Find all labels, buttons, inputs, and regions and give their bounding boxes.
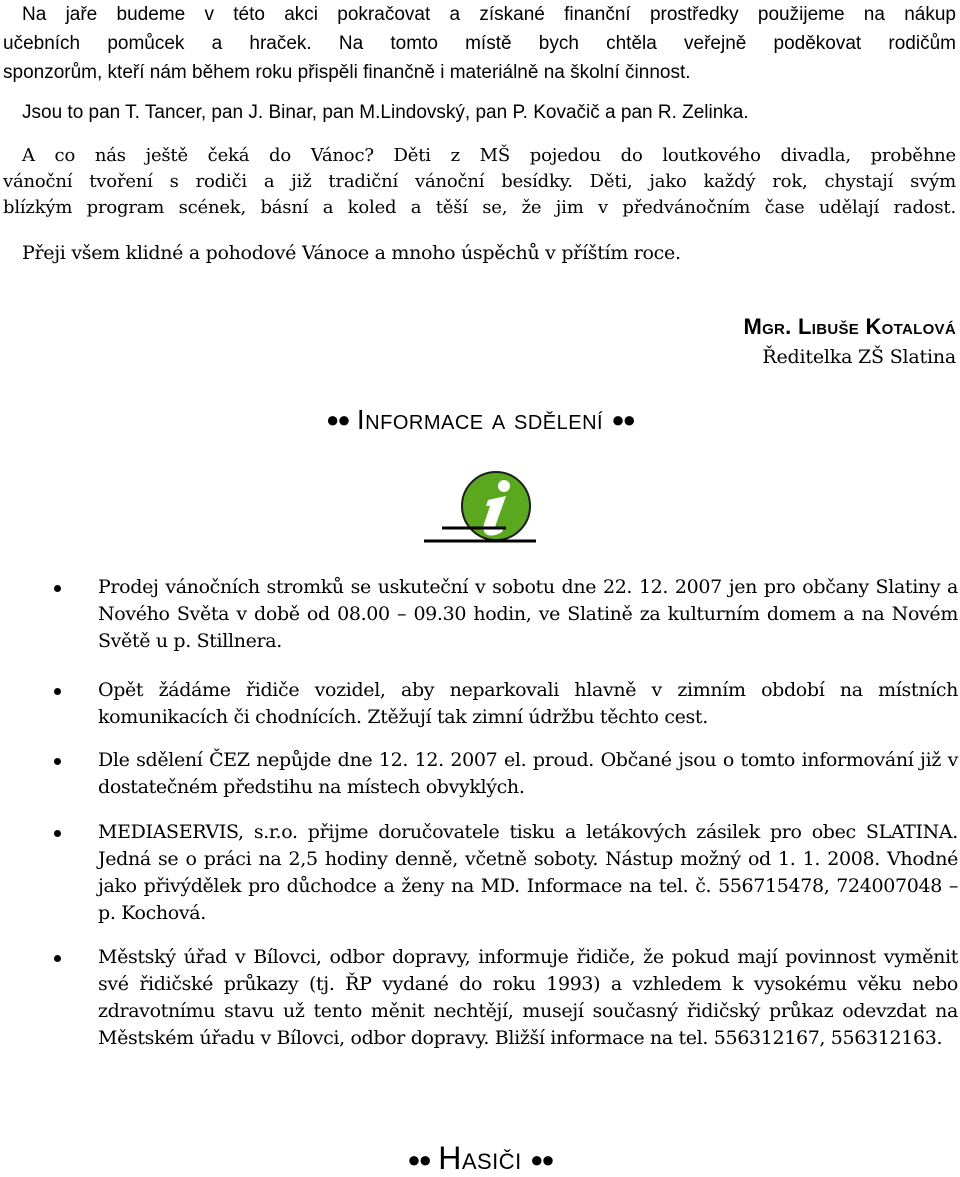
bullet-icon [54,830,61,837]
christmas-line-1: A co nás ještě čeká do Vánoc? Děti z MŠ pojedou do loutkového divadla, proběhne [22,145,956,166]
list-item [0,677,958,731]
list-item [0,944,958,1052]
list-item-text: MEDIASERVIS, s.r.o. přijme doručovatele tisku a letákových zásilek pro obec SLATINA. Jedná se o práci na 2,5 hodiny denně, včetně soboty. Nástup možný od 1. 1. 2008. Vhodné jako přivýdělek pro důchodce a ženy na MD. Informace na tel. č. 556715478, 724007048 – p. Kochová. [98,821,958,924]
list-item-text: Městský úřad v Bílovci, odbor dopravy, informuje řidiče, že pokud mají povinnost vyměnit své řidičské průkazy (tj. ŘP vydané do roku 1993) a vzhledem k vysokému věku nebo zdravotnímu stavu už tento měnit nechtějí, musejí současný řidičský průkaz odevzdat na Městském úřadu v Bílovci, odbor dopravy. Bližší informace na tel. 556312167, 556312163. [98,946,958,1049]
list-item-text: Opět žádáme řidiče vozidel, aby neparkovali hlavně v zimním období na místních komunikacích či chodnících. Ztěžují tak zimní údržbu těchto cest. [98,679,958,728]
list-item [0,574,958,655]
christmas-line-2: vánoční tvoření s rodiči a již tradiční vánoční besídky. Děti, jako každý rok, chystají svým [3,171,956,192]
heading-dots-right: ●● [611,407,634,432]
heading-hasici-title: Hasiči [438,1140,522,1176]
section-heading-info [0,404,960,436]
bullet-icon [54,758,61,765]
bullet-icon [54,585,61,592]
signature-role: Ředitelka ZŠ Slatina [762,346,956,368]
heading-dots-right: ●● [530,1147,553,1172]
info-icon [420,466,540,553]
list-item [0,747,958,801]
heading-dots-left: ●● [407,1147,430,1172]
bullet-icon [54,688,61,695]
intro-line-2: učebních pomůcek a hraček. Na tomto místě bych chtěla veřejně poděkovat rodičům [3,33,956,54]
christmas-line-3: blízkým program scének, básní a koled a těší se, že jim v předvánočním čase udělají radost. [3,197,956,218]
wishes-line: Přeji všem klidné a pohodové Vánoce a mnoho úspěchů v příštím roce. [22,242,681,264]
intro-line-1: Na jaře budeme v této akci pokračovat a získané finanční prostředky použijeme na nákup [22,4,956,25]
heading-info-title: Informace a sdělení [356,404,604,435]
intro-line-3: sponzorům, kteří nám během roku přispěli finančně i materiálně na školní činnost. [3,62,691,83]
list-item-text: Dle sdělení ČEZ nepůjde dne 12. 12. 2007 el. proud. Občané jsou o tomto informování již v dostatečném předstihu na místech obvyklých. [98,749,958,798]
list-item-text: Prodej vánočních stromků se uskuteční v sobotu dne 22. 12. 2007 jen pro občany Slatiny a Nového Světa v době od 08.00 – 09.30 hodin, ve Slatině za kulturním domem a na Novém Světě u p. Stillnera. [98,576,958,652]
signature-name: Mgr. Libuše Kotalová [743,314,956,339]
section-heading-hasici [0,1140,960,1177]
heading-dots-left: ●● [326,407,349,432]
sponsors-line: Jsou to pan T. Tancer, pan J. Binar, pan M.Lindovský, pan P. Kovačič a pan R. Zelinka. [22,102,749,123]
info-list [0,574,958,1052]
bullet-icon [54,955,61,962]
list-item [0,819,958,927]
